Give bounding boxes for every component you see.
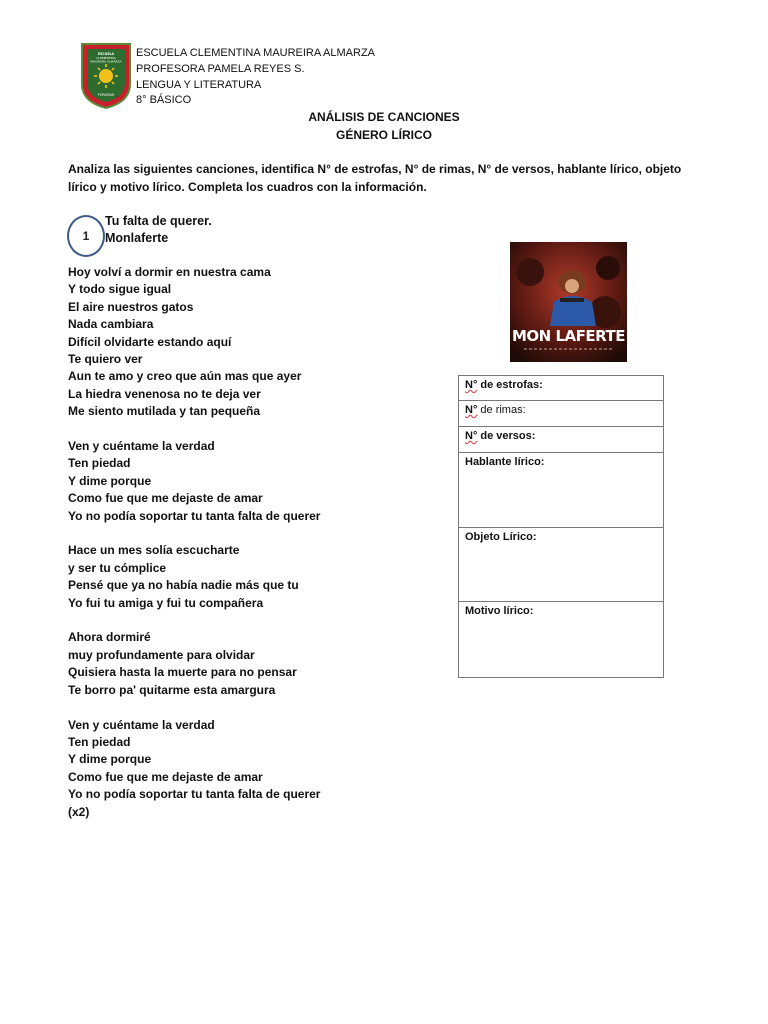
label-motivo: Motivo lírico: bbox=[465, 605, 534, 617]
lyrics-stanza bbox=[68, 629, 320, 699]
lyric-line: muy profundamente para olvidar bbox=[68, 647, 255, 662]
school-header bbox=[136, 46, 375, 109]
row-estrofas bbox=[459, 376, 663, 401]
lyric-line: La hiedra venenosa no te deja ver bbox=[68, 386, 261, 401]
instructions: Analiza las siguientes canciones, identifica N° de estrofas, N° de rimas, N° de versos, hablante lírico, objeto lírico y motivo lírico. Completa los cuadros con la información. bbox=[68, 162, 682, 194]
page-title: ANÁLISIS DE CANCIONES bbox=[308, 110, 460, 124]
row-rimas bbox=[459, 401, 663, 427]
lyric-line: Nada cambiara bbox=[68, 317, 154, 332]
lyric-line: Ven y cuéntame la verdad bbox=[68, 439, 215, 454]
row-versos bbox=[459, 427, 663, 453]
lyric-line: Yo fui tu amiga y fui tu compañera bbox=[68, 595, 264, 610]
lyric-line: Te quiero ver bbox=[68, 352, 143, 367]
school-logo bbox=[80, 40, 132, 110]
row-motivo bbox=[459, 602, 663, 677]
lyric-line: Ven y cuéntame la verdad bbox=[68, 717, 215, 732]
song-title: Tu falta de querer. bbox=[105, 214, 212, 228]
lyric-line: Quisiera hasta la muerte para no pensar bbox=[68, 665, 297, 680]
lyric-line: Ahora dormiré bbox=[68, 630, 151, 645]
lyric-line: Ten piedad bbox=[68, 456, 131, 471]
label-versos-prefix: N° bbox=[465, 430, 478, 442]
lyric-line: Difícil olvidarte estando aquí bbox=[68, 334, 232, 349]
song-number-badge bbox=[67, 215, 105, 257]
label-estrofas: de estrofas: bbox=[477, 379, 543, 391]
subject: LENGUA Y LITERATURA bbox=[136, 78, 262, 91]
label-rimas: de rimas: bbox=[477, 404, 526, 416]
lyrics-stanza bbox=[68, 717, 320, 821]
lyric-line: Te borro pa' quitarme esta amargura bbox=[68, 682, 276, 697]
lyrics-stanza bbox=[68, 438, 320, 525]
label-estrofas-prefix: N° bbox=[465, 379, 478, 391]
row-objeto bbox=[459, 528, 663, 602]
lyric-line: Yo no podía soportar tu tanta falta de querer bbox=[68, 508, 321, 523]
lyric-line: El aire nuestros gatos bbox=[68, 299, 194, 314]
lyrics bbox=[68, 264, 320, 838]
lyric-line: (x2) bbox=[68, 804, 90, 819]
lyric-line: y ser tu cómplice bbox=[68, 560, 167, 575]
lyric-line: Pensé que ya no había nadie más que tu bbox=[68, 578, 299, 593]
album-cover-title: MON LAFERTE bbox=[512, 327, 625, 345]
page-subtitle: GÉNERO LÍRICO bbox=[335, 128, 432, 142]
grade: 8° BÁSICO bbox=[136, 94, 192, 107]
svg-text:MAUREIRA ALMARZA: MAUREIRA ALMARZA bbox=[90, 59, 122, 64]
song-heading bbox=[105, 213, 212, 247]
lyric-line: Y dime porque bbox=[68, 473, 152, 488]
analysis-table bbox=[458, 375, 664, 678]
lyric-line: Como fue que me dejaste de amar bbox=[68, 769, 263, 784]
svg-text:PORVENIR: PORVENIR bbox=[97, 93, 115, 97]
svg-text:CLEMENTINA: CLEMENTINA bbox=[96, 56, 116, 60]
teacher-name: PROFESORA PAMELA REYES S. bbox=[136, 62, 305, 75]
svg-text:ESCUELA: ESCUELA bbox=[97, 52, 115, 56]
lyric-line: Hace un mes solía escucharte bbox=[68, 543, 240, 558]
lyric-line: Hoy volví a dormir en nuestra cama bbox=[68, 265, 271, 279]
song-artist: Monlaferte bbox=[105, 231, 169, 245]
lyric-line: Ten piedad bbox=[68, 734, 131, 749]
song-number: 1 bbox=[82, 229, 90, 243]
lyric-line: Yo no podía soportar tu tanta falta de querer bbox=[68, 787, 321, 802]
lyrics-stanza bbox=[68, 542, 320, 612]
album-cover-image bbox=[510, 242, 627, 362]
lyric-line: Como fue que me dejaste de amar bbox=[68, 491, 263, 506]
school-name: ESCUELA CLEMENTINA MAUREIRA ALMARZA bbox=[136, 47, 376, 59]
lyric-line: Y todo sigue igual bbox=[68, 282, 172, 297]
label-versos: de versos: bbox=[477, 430, 536, 442]
lyric-line: Y dime porque bbox=[68, 752, 152, 767]
lyrics-stanza bbox=[68, 264, 320, 421]
label-objeto: Objeto Lírico: bbox=[465, 531, 537, 543]
row-hablante bbox=[459, 453, 663, 528]
lyric-line: Aun te amo y creo que aún mas que ayer bbox=[68, 369, 302, 384]
label-hablante: Hablante lírico: bbox=[465, 456, 545, 468]
label-rimas-prefix: N° bbox=[465, 404, 478, 416]
lyric-line: Me siento mutilada y tan pequeña bbox=[68, 404, 261, 419]
